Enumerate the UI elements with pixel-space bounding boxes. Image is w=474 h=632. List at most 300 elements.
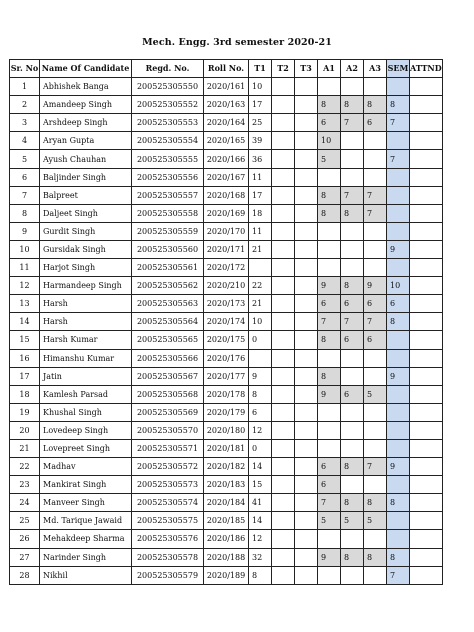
cell-t3 <box>295 114 318 132</box>
cell-t3 <box>295 186 318 204</box>
cell-sr-no: 26 <box>10 530 40 548</box>
cell-sem <box>387 259 410 277</box>
table-row <box>10 458 443 476</box>
cell-a3: 6 <box>364 295 387 313</box>
cell-regd-no: 200525305554 <box>132 132 204 150</box>
cell-roll-no: 2020/178 <box>204 385 249 403</box>
cell-t1: 10 <box>249 313 272 331</box>
cell-t1: 0 <box>249 331 272 349</box>
cell-sr-no: 1 <box>10 78 40 96</box>
cell-roll-no: 2020/166 <box>204 150 249 168</box>
cell-sr-no: 27 <box>10 548 40 566</box>
cell-attnd <box>410 313 443 331</box>
cell-candidate-name: Harsh <box>40 313 132 331</box>
cell-t3 <box>295 313 318 331</box>
cell-roll-no: 2020/168 <box>204 186 249 204</box>
cell-t1: 17 <box>249 186 272 204</box>
table-row <box>10 548 443 566</box>
table-row <box>10 186 443 204</box>
cell-a2: 7 <box>341 186 364 204</box>
cell-a2: 8 <box>341 548 364 566</box>
cell-a1: 6 <box>318 458 341 476</box>
table-row <box>10 313 443 331</box>
cell-sem: 8 <box>387 494 410 512</box>
cell-a3 <box>364 78 387 96</box>
cell-sr-no: 18 <box>10 385 40 403</box>
cell-t1: 12 <box>249 530 272 548</box>
cell-a3: 5 <box>364 385 387 403</box>
cell-sr-no: 20 <box>10 421 40 439</box>
cell-a1: 6 <box>318 295 341 313</box>
cell-candidate-name: Mehakdeep Sharma <box>40 530 132 548</box>
table-row <box>10 78 443 96</box>
marks-table <box>9 59 443 585</box>
cell-roll-no: 2020/188 <box>204 548 249 566</box>
cell-regd-no: 200525305579 <box>132 566 204 584</box>
cell-t3 <box>295 512 318 530</box>
cell-regd-no: 200525305553 <box>132 114 204 132</box>
cell-candidate-name: Amandeep Singh <box>40 96 132 114</box>
cell-a3 <box>364 259 387 277</box>
column-header-regd-no: Regd. No. <box>132 60 204 78</box>
cell-a2 <box>341 403 364 421</box>
cell-roll-no: 2020/184 <box>204 494 249 512</box>
cell-attnd <box>410 277 443 295</box>
cell-a3: 9 <box>364 277 387 295</box>
cell-a1 <box>318 78 341 96</box>
cell-regd-no: 200525305575 <box>132 512 204 530</box>
cell-a2 <box>341 132 364 150</box>
cell-candidate-name: Lovedeep Singh <box>40 421 132 439</box>
cell-a2: 8 <box>341 204 364 222</box>
cell-a1: 9 <box>318 277 341 295</box>
cell-a2: 8 <box>341 458 364 476</box>
cell-sem: 9 <box>387 240 410 258</box>
cell-a3: 8 <box>364 548 387 566</box>
cell-a1: 8 <box>318 367 341 385</box>
cell-regd-no: 200525305572 <box>132 458 204 476</box>
cell-attnd <box>410 259 443 277</box>
cell-candidate-name: Md. Tarique Jawaid <box>40 512 132 530</box>
cell-t2 <box>272 548 295 566</box>
cell-a1 <box>318 403 341 421</box>
cell-roll-no: 2020/176 <box>204 349 249 367</box>
cell-t1: 14 <box>249 512 272 530</box>
cell-candidate-name: Khushal Singh <box>40 403 132 421</box>
cell-attnd <box>410 240 443 258</box>
cell-t1: 21 <box>249 240 272 258</box>
cell-t3 <box>295 132 318 150</box>
cell-candidate-name: Harmandeep Singh <box>40 277 132 295</box>
cell-candidate-name: Narinder Singh <box>40 548 132 566</box>
cell-candidate-name: Lovepreet Singh <box>40 439 132 457</box>
cell-attnd <box>410 385 443 403</box>
cell-a1 <box>318 439 341 457</box>
cell-t1: 0 <box>249 439 272 457</box>
cell-a2: 6 <box>341 295 364 313</box>
cell-a2: 5 <box>341 512 364 530</box>
cell-a3: 7 <box>364 186 387 204</box>
cell-attnd <box>410 96 443 114</box>
cell-sem <box>387 512 410 530</box>
cell-t3 <box>295 439 318 457</box>
document-title: Mech. Engg. 3rd semester 2020-21 <box>142 37 332 48</box>
table-row <box>10 240 443 258</box>
cell-sem <box>387 439 410 457</box>
cell-t1: 32 <box>249 548 272 566</box>
cell-t2 <box>272 168 295 186</box>
cell-regd-no: 200525305560 <box>132 240 204 258</box>
cell-regd-no: 200525305576 <box>132 530 204 548</box>
cell-candidate-name: Baljinder Singh <box>40 168 132 186</box>
cell-sr-no: 3 <box>10 114 40 132</box>
cell-sem <box>387 385 410 403</box>
cell-a3 <box>364 476 387 494</box>
table-row <box>10 476 443 494</box>
cell-t1: 25 <box>249 114 272 132</box>
cell-t2 <box>272 132 295 150</box>
cell-sem: 10 <box>387 277 410 295</box>
cell-t1: 10 <box>249 78 272 96</box>
cell-candidate-name: Jatin <box>40 367 132 385</box>
cell-roll-no: 2020/189 <box>204 566 249 584</box>
cell-attnd <box>410 458 443 476</box>
cell-candidate-name: Harjot Singh <box>40 259 132 277</box>
cell-regd-no: 200525305578 <box>132 548 204 566</box>
cell-t3 <box>295 548 318 566</box>
cell-a2 <box>341 259 364 277</box>
table-body <box>10 78 443 585</box>
cell-sr-no: 13 <box>10 295 40 313</box>
cell-regd-no: 200525305562 <box>132 277 204 295</box>
cell-a3: 8 <box>364 494 387 512</box>
cell-a2 <box>341 222 364 240</box>
cell-regd-no: 200525305557 <box>132 186 204 204</box>
cell-attnd <box>410 530 443 548</box>
cell-a2 <box>341 421 364 439</box>
cell-a1 <box>318 421 341 439</box>
cell-a3 <box>364 349 387 367</box>
cell-a2 <box>341 150 364 168</box>
table-row <box>10 114 443 132</box>
cell-roll-no: 2020/180 <box>204 421 249 439</box>
cell-sr-no: 23 <box>10 476 40 494</box>
cell-sr-no: 5 <box>10 150 40 168</box>
table-row <box>10 150 443 168</box>
cell-sem: 8 <box>387 313 410 331</box>
table-row <box>10 530 443 548</box>
cell-t3 <box>295 494 318 512</box>
cell-t2 <box>272 566 295 584</box>
cell-a2: 6 <box>341 331 364 349</box>
cell-t3 <box>295 204 318 222</box>
cell-sem <box>387 403 410 421</box>
cell-candidate-name: Arshdeep Singh <box>40 114 132 132</box>
cell-regd-no: 200525305571 <box>132 439 204 457</box>
cell-a3 <box>364 132 387 150</box>
cell-a3 <box>364 168 387 186</box>
cell-regd-no: 200525305559 <box>132 222 204 240</box>
cell-regd-no: 200525305555 <box>132 150 204 168</box>
cell-a3 <box>364 367 387 385</box>
cell-attnd <box>410 204 443 222</box>
cell-attnd <box>410 439 443 457</box>
cell-roll-no: 2020/182 <box>204 458 249 476</box>
cell-t1: 8 <box>249 385 272 403</box>
cell-attnd <box>410 421 443 439</box>
cell-a1: 5 <box>318 150 341 168</box>
cell-sem <box>387 222 410 240</box>
cell-t1: 11 <box>249 222 272 240</box>
cell-candidate-name: Daljeet Singh <box>40 204 132 222</box>
cell-sem <box>387 168 410 186</box>
cell-t2 <box>272 259 295 277</box>
cell-sem: 9 <box>387 367 410 385</box>
cell-a1: 8 <box>318 331 341 349</box>
cell-candidate-name: Balpreet <box>40 186 132 204</box>
cell-roll-no: 2020/175 <box>204 331 249 349</box>
column-header-sr-no: Sr. No <box>10 60 40 78</box>
cell-roll-no: 2020/163 <box>204 96 249 114</box>
cell-regd-no: 200525305552 <box>132 96 204 114</box>
cell-t2 <box>272 204 295 222</box>
cell-t3 <box>295 403 318 421</box>
cell-attnd <box>410 132 443 150</box>
cell-t2 <box>272 385 295 403</box>
cell-a1 <box>318 566 341 584</box>
cell-a1 <box>318 259 341 277</box>
cell-sr-no: 7 <box>10 186 40 204</box>
cell-a1 <box>318 530 341 548</box>
cell-roll-no: 2020/210 <box>204 277 249 295</box>
table-row <box>10 222 443 240</box>
cell-sr-no: 19 <box>10 403 40 421</box>
cell-a1 <box>318 349 341 367</box>
cell-sr-no: 4 <box>10 132 40 150</box>
cell-a3 <box>364 566 387 584</box>
cell-a3: 7 <box>364 313 387 331</box>
cell-a2 <box>341 240 364 258</box>
cell-t1: 17 <box>249 96 272 114</box>
cell-regd-no: 200525305550 <box>132 78 204 96</box>
cell-regd-no: 200525305568 <box>132 385 204 403</box>
cell-a3 <box>364 240 387 258</box>
cell-t2 <box>272 240 295 258</box>
cell-regd-no: 200525305561 <box>132 259 204 277</box>
table-row <box>10 132 443 150</box>
cell-roll-no: 2020/174 <box>204 313 249 331</box>
cell-t2 <box>272 295 295 313</box>
cell-sr-no: 24 <box>10 494 40 512</box>
cell-regd-no: 200525305565 <box>132 331 204 349</box>
column-header-t2: T2 <box>272 60 295 78</box>
cell-t2 <box>272 78 295 96</box>
cell-roll-no: 2020/179 <box>204 403 249 421</box>
cell-attnd <box>410 331 443 349</box>
cell-candidate-name: Gursidak Singh <box>40 240 132 258</box>
cell-t1: 18 <box>249 204 272 222</box>
cell-roll-no: 2020/186 <box>204 530 249 548</box>
cell-regd-no: 200525305564 <box>132 313 204 331</box>
cell-t2 <box>272 186 295 204</box>
cell-attnd <box>410 222 443 240</box>
cell-sem <box>387 530 410 548</box>
cell-sr-no: 28 <box>10 566 40 584</box>
cell-a1: 7 <box>318 313 341 331</box>
cell-candidate-name: Nikhil <box>40 566 132 584</box>
cell-candidate-name: Harsh Kumar <box>40 331 132 349</box>
cell-sr-no: 11 <box>10 259 40 277</box>
cell-roll-no: 2020/185 <box>204 512 249 530</box>
cell-sr-no: 14 <box>10 313 40 331</box>
column-header-roll-no: Roll No. <box>204 60 249 78</box>
cell-sr-no: 2 <box>10 96 40 114</box>
cell-candidate-name: Kamlesh Parsad <box>40 385 132 403</box>
cell-t3 <box>295 168 318 186</box>
cell-t3 <box>295 78 318 96</box>
table-row <box>10 439 443 457</box>
cell-roll-no: 2020/167 <box>204 168 249 186</box>
cell-t1: 8 <box>249 566 272 584</box>
cell-t1: 11 <box>249 168 272 186</box>
cell-t3 <box>295 240 318 258</box>
cell-t2 <box>272 331 295 349</box>
cell-sr-no: 25 <box>10 512 40 530</box>
cell-t2 <box>272 222 295 240</box>
cell-candidate-name: Abhishek Banga <box>40 78 132 96</box>
column-header-a2: A2 <box>341 60 364 78</box>
cell-sem: 7 <box>387 114 410 132</box>
cell-attnd <box>410 78 443 96</box>
table-row <box>10 566 443 584</box>
cell-a2 <box>341 78 364 96</box>
cell-t3 <box>295 458 318 476</box>
cell-t2 <box>272 512 295 530</box>
cell-a2: 7 <box>341 114 364 132</box>
cell-a3: 5 <box>364 512 387 530</box>
cell-t1: 15 <box>249 476 272 494</box>
cell-regd-no: 200525305570 <box>132 421 204 439</box>
cell-a2 <box>341 439 364 457</box>
cell-regd-no: 200525305567 <box>132 367 204 385</box>
cell-t1: 36 <box>249 150 272 168</box>
cell-t2 <box>272 349 295 367</box>
cell-sr-no: 6 <box>10 168 40 186</box>
cell-sem: 9 <box>387 458 410 476</box>
cell-attnd <box>410 566 443 584</box>
cell-a2: 8 <box>341 96 364 114</box>
cell-attnd <box>410 114 443 132</box>
cell-sem <box>387 78 410 96</box>
cell-sem: 7 <box>387 566 410 584</box>
cell-sr-no: 12 <box>10 277 40 295</box>
cell-t1 <box>249 259 272 277</box>
cell-t1: 41 <box>249 494 272 512</box>
cell-a1: 10 <box>318 132 341 150</box>
table-row <box>10 367 443 385</box>
cell-t3 <box>295 566 318 584</box>
cell-a2 <box>341 530 364 548</box>
cell-roll-no: 2020/161 <box>204 78 249 96</box>
cell-a3: 6 <box>364 331 387 349</box>
cell-a3 <box>364 150 387 168</box>
cell-attnd <box>410 403 443 421</box>
cell-a1 <box>318 222 341 240</box>
cell-regd-no: 200525305569 <box>132 403 204 421</box>
cell-a2: 8 <box>341 494 364 512</box>
cell-a3: 7 <box>364 204 387 222</box>
table-row <box>10 349 443 367</box>
cell-attnd <box>410 512 443 530</box>
cell-sem <box>387 331 410 349</box>
cell-roll-no: 2020/177 <box>204 367 249 385</box>
cell-sem <box>387 204 410 222</box>
cell-t3 <box>295 367 318 385</box>
cell-sem <box>387 186 410 204</box>
cell-a3 <box>364 222 387 240</box>
cell-t3 <box>295 150 318 168</box>
cell-t2 <box>272 367 295 385</box>
cell-candidate-name: Madhav <box>40 458 132 476</box>
column-header-sem: SEM <box>387 60 410 78</box>
cell-t3 <box>295 331 318 349</box>
cell-a2 <box>341 476 364 494</box>
cell-a3 <box>364 439 387 457</box>
cell-sr-no: 16 <box>10 349 40 367</box>
column-header-attnd: ATTND <box>410 60 443 78</box>
cell-sem: 6 <box>387 295 410 313</box>
cell-t2 <box>272 277 295 295</box>
cell-regd-no: 200525305563 <box>132 295 204 313</box>
cell-t1: 21 <box>249 295 272 313</box>
column-header-a3: A3 <box>364 60 387 78</box>
cell-sem <box>387 349 410 367</box>
column-header-t1: T1 <box>249 60 272 78</box>
cell-attnd <box>410 150 443 168</box>
cell-t2 <box>272 114 295 132</box>
cell-sr-no: 15 <box>10 331 40 349</box>
cell-t2 <box>272 403 295 421</box>
cell-t3 <box>295 385 318 403</box>
cell-a2 <box>341 168 364 186</box>
cell-a2: 7 <box>341 313 364 331</box>
table-row <box>10 204 443 222</box>
cell-t2 <box>272 530 295 548</box>
cell-attnd <box>410 168 443 186</box>
table-row <box>10 96 443 114</box>
cell-roll-no: 2020/164 <box>204 114 249 132</box>
cell-sem: 7 <box>387 150 410 168</box>
cell-a3: 7 <box>364 458 387 476</box>
cell-sem: 8 <box>387 548 410 566</box>
cell-regd-no: 200525305566 <box>132 349 204 367</box>
cell-roll-no: 2020/183 <box>204 476 249 494</box>
table-row <box>10 385 443 403</box>
cell-a1: 9 <box>318 548 341 566</box>
cell-a3 <box>364 530 387 548</box>
cell-roll-no: 2020/165 <box>204 132 249 150</box>
cell-t3 <box>295 421 318 439</box>
cell-attnd <box>410 295 443 313</box>
cell-t1: 22 <box>249 277 272 295</box>
cell-candidate-name: Aryan Gupta <box>40 132 132 150</box>
cell-a2 <box>341 349 364 367</box>
cell-t3 <box>295 222 318 240</box>
cell-t1: 6 <box>249 403 272 421</box>
cell-t3 <box>295 349 318 367</box>
cell-attnd <box>410 476 443 494</box>
cell-sem: 8 <box>387 96 410 114</box>
